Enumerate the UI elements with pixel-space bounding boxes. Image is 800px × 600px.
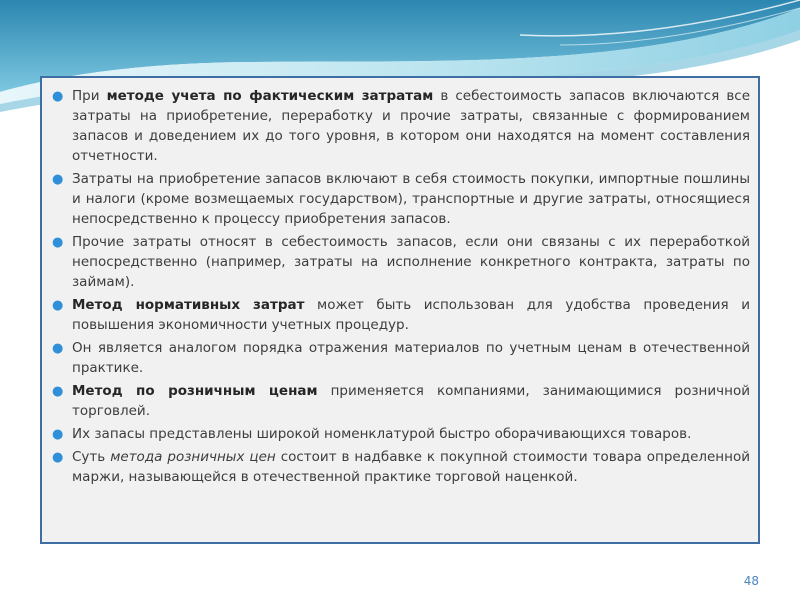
- bullet-marker: ●: [52, 341, 64, 356]
- bullet-item: ● Он является аналогом порядка отражения материалов по учетным ценам в отечественной практике.: [52, 340, 750, 376]
- content-box: [40, 76, 760, 544]
- bullet-item: ● Суть метода розничных цен состоит в надбавке к покупной стоимости товара определенной маржи, называющейся в отечественной практике торговой наценкой.: [52, 449, 750, 485]
- bullet-item: ● Метод по розничным ценам применяется компаниями, занимающимися розничной торговлей.: [52, 383, 750, 419]
- bullet-item: ● При методе учета по фактическим затратам в себестоимость запасов включаются все затраты на приобретение, переработку и прочие затраты, связанные с формированием запасов и доведением их до того уровня, в котором они находятся на момент составления отчетности.: [52, 88, 751, 164]
- bullet-item: ● Метод нормативных затрат может быть использован для удобства проведения и повышения экономичности учетных процедур.: [52, 297, 750, 333]
- bullet-item: ● Их запасы представлены широкой номенклатурой быстро оборачивающихся товаров.: [50, 424, 750, 444]
- bullet-marker: ●: [52, 427, 64, 442]
- page-number: 48: [743, 574, 759, 588]
- bullet-marker: ●: [52, 89, 64, 104]
- bullet-marker: ●: [52, 172, 64, 187]
- bullet-marker: ●: [52, 298, 64, 313]
- bullet-item: ● Затраты на приобретение запасов включают в себя стоимость покупки, импортные пошлины и налоги (кроме возмещаемых государством), транспортные и другие затраты, относящиеся непосредственно к процессу приобретения запасов.: [52, 171, 750, 227]
- bullet-item: ● Прочие затраты относят в себестоимость запасов, если они связаны с их переработкой непосредственно (например, затраты на исполнение конкретного контракта, затраты по займам).: [52, 234, 750, 290]
- bullet-marker: ●: [52, 235, 64, 250]
- bullet-marker: ●: [52, 450, 64, 465]
- bullet-marker: ●: [52, 384, 64, 399]
